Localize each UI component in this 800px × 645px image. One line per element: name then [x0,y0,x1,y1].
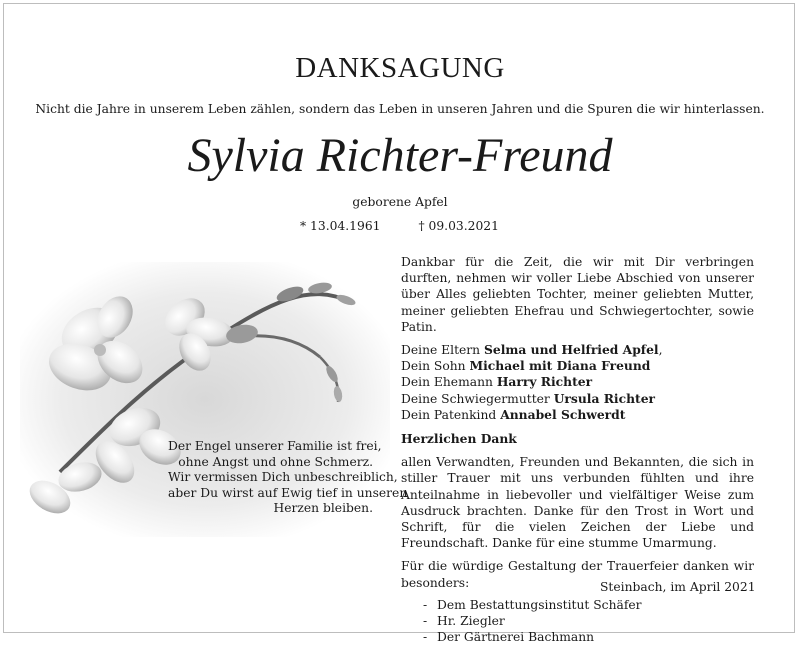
poem-line: ohne Angst und ohne Schmerz. [178,454,373,469]
notice-title: DANKSAGUNG [295,52,505,84]
family-list [401,342,754,423]
list-item: - Hr. Ziegler [423,614,505,629]
funeral-thanks-list [423,597,754,645]
poem [168,439,408,517]
poem-line: Herzen bleiben. [273,501,373,515]
maiden-name: geborene Apfel [352,195,448,209]
poem-line: Wir vermissen Dich unbeschreiblich, [168,470,398,484]
birth-date: * 13.04.1961 [300,219,381,233]
list-item: - Der Gärtnerei Bachmann [423,630,595,645]
death-date: † 09.03.2021 [418,219,499,233]
thanks-heading: Herzlichen Dank [401,431,517,447]
family-member: Dein Sohn Michael mit Diana Freund [401,358,651,374]
family-member: Deine Eltern Selma und Helfried Apfel, [401,342,663,358]
poem-line: aber Du wirst auf Ewig tief in unseren [168,485,408,500]
life-dates [300,219,499,233]
funeral-intro: Für die würdige Gestaltung der Trauerfeier danken wir besonders: [401,559,754,590]
intro-paragraph: Dankbar für die Zeit, die wir mit Dir verbringen durften, nehmen wir voller Liebe Abschied von unserer über Alles geliebten Tochter, meiner geliebten Mutter, meiner geliebten Ehefrau und Schwiegertochter, sowie Patin. [401,255,754,334]
place-and-date: Steinbach, im April 2021 [600,580,756,594]
motto-quote: Nicht die Jahre in unserem Leben zählen, sondern das Leben in unseren Jahren und die Spuren die wir hinterlassen. [35,102,765,116]
family-member: Dein Patenkind Annabel Schwerdt [401,406,626,422]
family-member: Deine Schwiegermutter Ursula Richter [401,390,655,406]
deceased-name: Sylvia Richter-Freund [187,129,613,182]
list-item: - Dem Bestattungsinstitut Schäfer [423,597,642,612]
poem-line: Der Engel unserer Familie ist frei, [168,439,382,453]
thanks-paragraph: allen Verwandten, Freunden und Bekannten, die sich in stiller Trauer mit uns verbunden fühlten und ihre Anteilnahme in liebevoller und vielfältiger Weise zum Ausdruck brachten. Danke für den Trost in Wort und Schrift, für die vielen Zeichen der Liebe und Freundschaft. Danke für eine stumme Umarmung. [401,455,754,551]
family-member: Dein Ehemann Harry Richter [401,374,593,390]
